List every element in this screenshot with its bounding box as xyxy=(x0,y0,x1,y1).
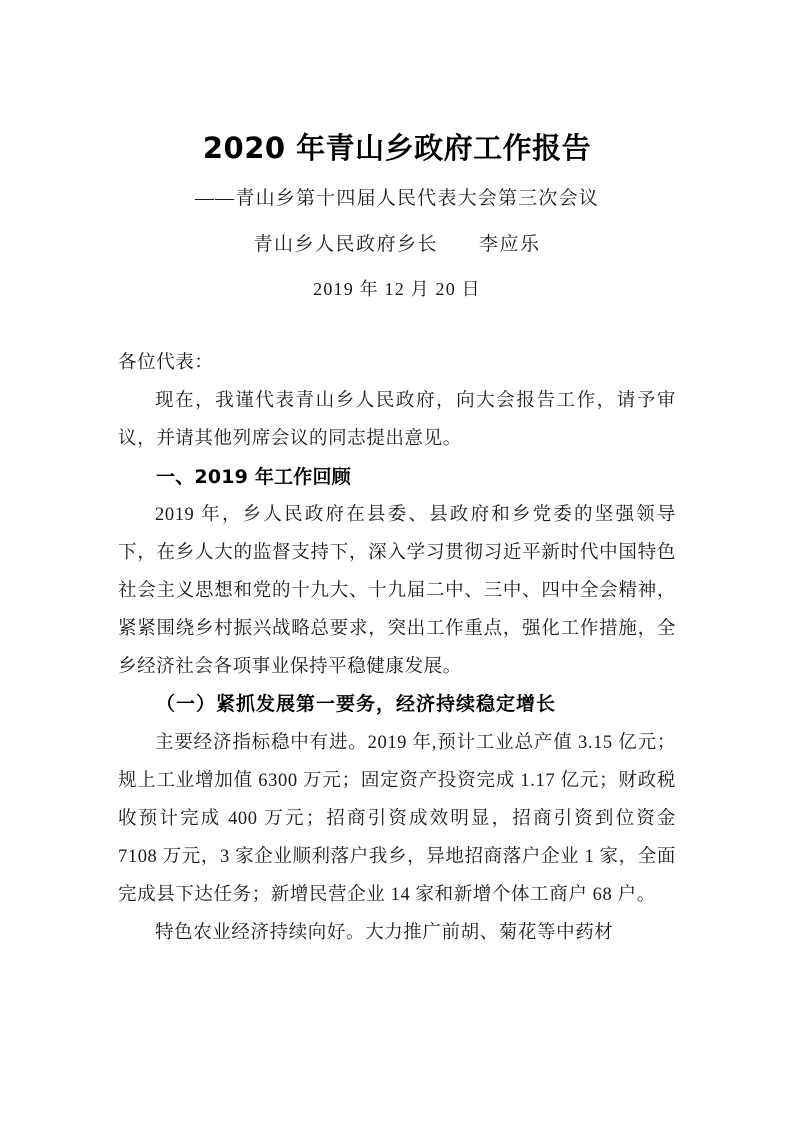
document-title: 2020 年青山乡政府工作报告 xyxy=(202,131,592,165)
salutation: 各位代表： xyxy=(118,353,214,373)
subsection-one-paragraph-continued: 特色农业经济持续向好。大力推广前胡、菊花等中药材 xyxy=(155,923,614,943)
document-content xyxy=(118,0,676,952)
section-one-paragraph: 2019 年，乡人民政府在县委、县政府和乡党委的坚强领导下，在乡人大的监督支持下，深入学习贯彻习近平新时代中国特色社会主义思想和党的十九大、十九届二中、三中、四中全会精神，紧紧围绕乡村振兴战略总要求，突出工作重点，强化工作措施，全乡经济社会各项事业保持平稳健康发展。 xyxy=(118,505,676,677)
intro-paragraph: 现在，我谨代表青山乡人民政府，向大会报告工作，请予审议，并请其他列席会议的同志提出意见。 xyxy=(118,391,676,449)
document-date: 2019 年 12 月 20 日 xyxy=(313,279,481,299)
section-heading-one: 一、2019 年工作回顾 xyxy=(156,466,351,488)
document-byline: 青山乡人民政府乡长 李应乐 xyxy=(253,234,541,255)
subsection-heading-one: （一）紧抓发展第一要务，经济持续稳定增长 xyxy=(156,694,557,715)
document-subtitle: ——青山乡第十四届人民代表大会第三次会议 xyxy=(194,188,599,209)
subsection-one-paragraph: 主要经济指标稳中有进。2019 年,预计工业总产值 3.15 亿元；规上工业增加值 6300 万元；固定资产投资完成 1.17 亿元；财政税收预计完成 400 万元；招商引资成效明显，招商引资到位资金 7108 万元，3 家企业顺利落户我乡，异地招商落户企业 1 家，全面完成县下达任务；新增民营企业 14 家和新增个体工商户 68 户。 xyxy=(118,733,676,905)
